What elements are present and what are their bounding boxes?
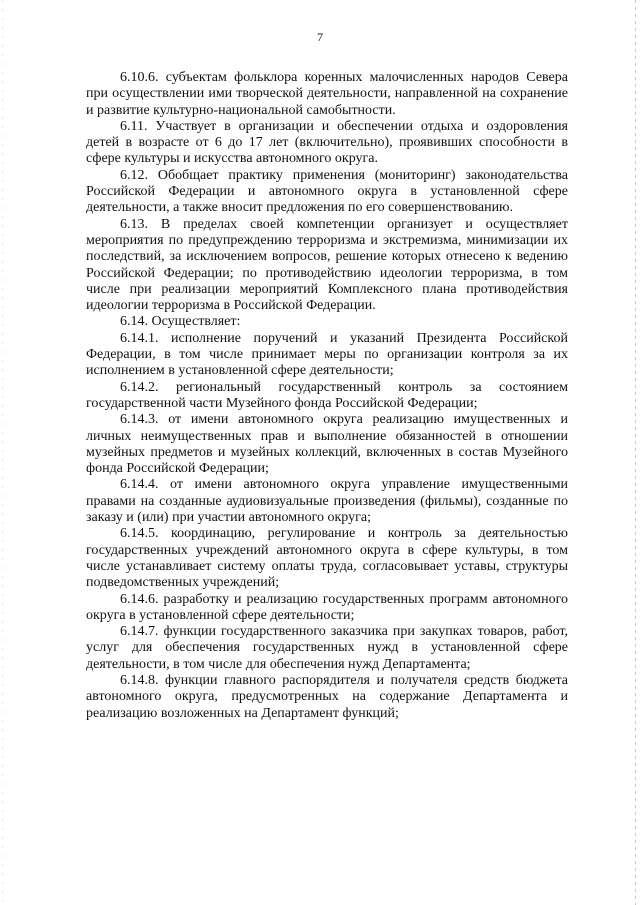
paragraph-6-14-2: 6.14.2. региональный государственный контроль за состоянием государственной части Музейного фонда Российской Федерации;	[86, 379, 568, 411]
paragraph-6-13: 6.13. В пределах своей компетенции организует и осуществляет мероприятия по предупреждению терроризма и экстремизма, минимизации их последствий, за исключением вопросов, решение которых отнесено к ведению Российской Федерации; по противодействию идеологии терроризма, в том числе при реализации мероприятий Комплексного плана противодействия идеологии терроризма в Российской Федерации.	[86, 216, 568, 314]
document-body	[86, 70, 568, 722]
scan-edge-right	[635, 0, 636, 905]
paragraph-6-14-3: 6.14.3. от имени автономного округа реализацию имущественных и личных неимущественных прав и выполнение обязанностей в отношении музейных предметов и музейных коллекций, включенных в состав Музейного фонда Российской Федерации;	[86, 412, 568, 477]
paragraph-6-14-6: 6.14.6. разработку и реализацию государственных программ автономного округа в установленной сфере деятельности;	[86, 591, 568, 623]
paragraph-6-14: 6.14. Осуществляет:	[120, 314, 241, 330]
scan-edge-left	[2, 0, 3, 905]
paragraph-6-10-6: 6.10.6. субъектам фольклора коренных малочисленных народов Севера при осуществлении ими творческой деятельности, направленной на сохранение и развитие культурно-национальной самобытности.	[86, 70, 568, 118]
paragraph-6-12: 6.12. Обобщает практику применения (мониторинг) законодательства Российской Федерации и автономного округа в установленной сфере деятельности, а также вносит предложения по его совершенствованию.	[86, 167, 568, 216]
paragraph-6-11: 6.11. Участвует в организации и обеспечении отдыха и оздоровления детей в возрасте от 6 до 17 лет (включительно), проявивших способности в сфере культуры и искусства автономного округа.	[86, 118, 568, 167]
paragraph-6-14-5: 6.14.5. координацию, регулирование и контроль за деятельностью государственных учреждений автономного округа в сфере культуры, в том числе устанавливает систему оплаты труда, согласовывает уставы, структуры подведомственных учреждений;	[86, 526, 568, 591]
paragraph-6-14-7: 6.14.7. функции государственного заказчика при закупках товаров, работ, услуг для обеспечения государственных нужд в установленной сфере деятельности, в том числе для обеспечения нужд Департамента;	[86, 624, 568, 672]
paragraph-6-14-8: 6.14.8. функции главного распорядителя и получателя средств бюджета автономного округа, предусмотренных на содержание Департамента и реализацию возложенных на Департамент функций;	[86, 672, 568, 721]
page-number: 7	[317, 30, 323, 44]
paragraph-6-14-1: 6.14.1. исполнение поручений и указаний Президента Российской Федерации, в том числе принимает меры по организации контроля за их исполнением в установленной сфере деятельности;	[86, 330, 568, 379]
paragraph-6-14-4: 6.14.4. от имени автономного округа управление имущественными правами на созданные аудиовизуальные произведения (фильмы), созданные по заказу и (или) при участии автономного округа;	[86, 477, 568, 526]
